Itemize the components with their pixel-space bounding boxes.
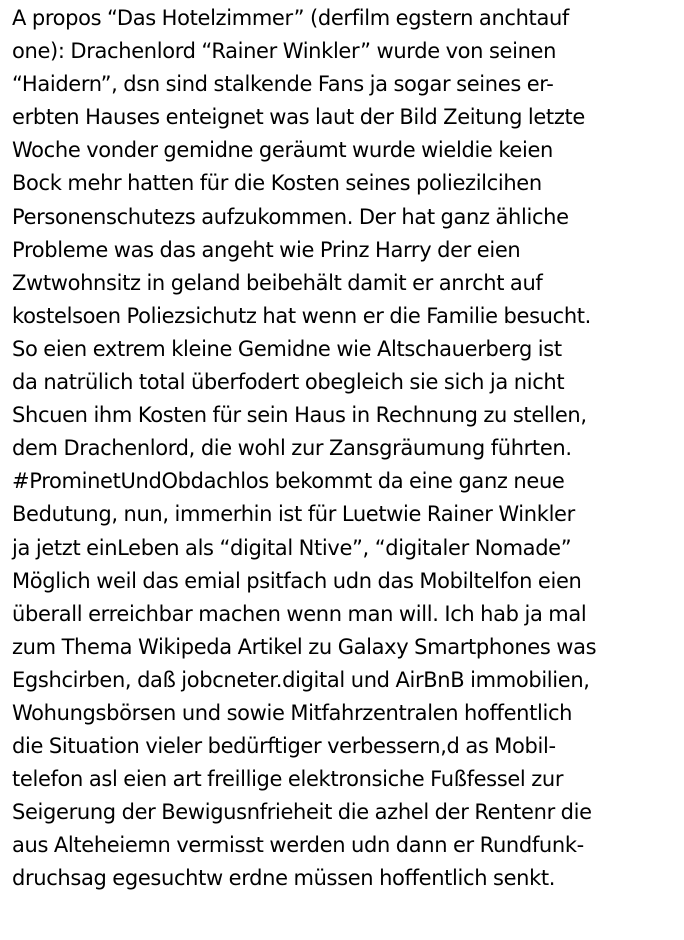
text-line: Egshcirben, daß jobcneter.digital und AirBnB immobilien, [12,667,590,692]
text-line: Zwtwohnsitz in geland beibehält damit er anrcht auf [12,270,543,295]
text-line: Personenschutezs aufzukommen. Der hat ganz ähliche [12,204,569,229]
text-line: die Situation vieler bedürftiger verbessern,d as Mobil- [12,734,556,759]
text-line: Bock mehr hatten für die Kosten seines poliezilcihen [12,171,542,196]
text-line: da natrülich total überfodert obegleich sie sich ja nicht [12,370,565,395]
text-line: aus Alteheiemn vermisst werden udn dann er Rundfunk- [12,833,584,858]
text-line: “Haidern”, dsn sind stalkende Fans ja sogar seines er- [12,72,554,97]
text-line: one): Drachenlord “Rainer Winkler” wurde von seinen [12,39,557,64]
text-line: Probleme was das angeht wie Prinz Harry der eien [12,237,521,262]
text-line: Woche vonder gemidne geräumt wurde wieldie keien [12,138,553,163]
document-text [12,2,682,896]
text-line: Bedutung, nun, immerhin ist für Luetwie Rainer Winkler [12,502,575,527]
text-line: So eien extrem kleine Gemidne wie Altschauerberg ist [12,336,562,361]
text-line: Shcuen ihm Kosten für sein Haus in Rechnung zu stellen, [12,403,587,428]
text-line: Seigerung der Bewigusnfrieheit die azhel der Rentenr die [12,800,592,825]
text-line: druchsag egesuchtw erdne müssen hoffentlich senkt. [12,866,556,891]
text-line: kostelsoen Poliezsichutz hat wenn er die Familie besucht. [12,303,591,328]
text-line: erbten Hauses enteignet was laut der Bild Zeitung letzte [12,105,585,130]
text-line: telefon asl eien art freillige elektronsiche Fußfessel zur [12,767,564,792]
text-line: überall erreichbar machen wenn man will. Ich hab ja mal [12,601,587,626]
text-line: A propos “Das Hotelzimmer” (derfilm egstern anchtauf [12,6,569,30]
text-line: ja jetzt einLeben als “digital Ntive”, “digitaler Nomade” [12,535,572,560]
text-line: Wohungsbörsen und sowie Mitfahrzentralen hoffentlich [12,700,573,725]
text-line: #ProminetUndObdachlos bekommt da eine ganz neue [12,469,565,494]
text-line: zum Thema Wikipeda Artikel zu Galaxy Smartphones was [12,634,597,659]
text-line: dem Drachenlord, die wohl zur Zansgräumung führten. [12,436,572,461]
text-line: Möglich weil das emial psitfach udn das Mobiltelfon eien [12,568,582,593]
